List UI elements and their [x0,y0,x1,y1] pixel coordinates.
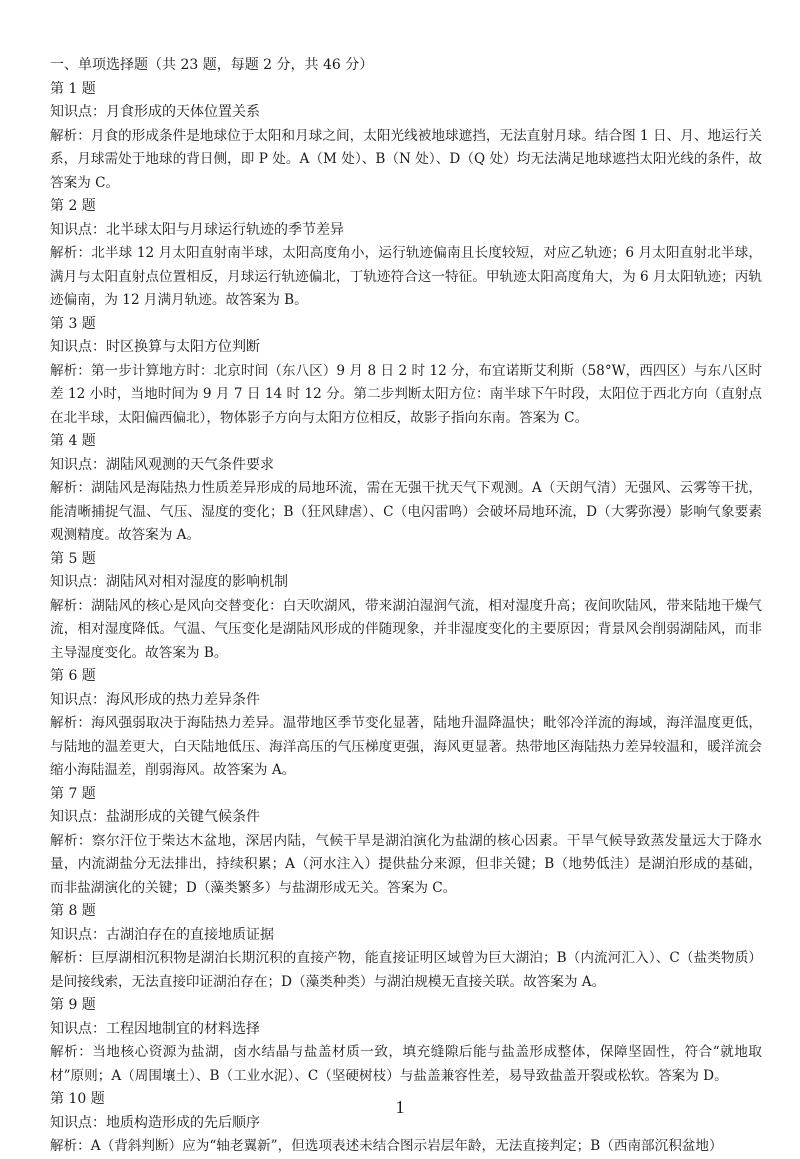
question-block [50,783,762,901]
knowledge-point: 知识点：盐湖形成的关键气候条件 [50,809,260,825]
question-number: 第 6 题 [50,668,96,684]
section-title: 一、单项选择题（共 23 题，每题 2 分，共 46 分） [50,57,374,73]
question-block [50,548,762,666]
question-number: 第 4 题 [50,433,96,449]
knowledge-point: 知识点：湖陆风观测的天气条件要求 [50,456,274,473]
question-block [50,195,762,313]
knowledge-point: 知识点：工程因地制宜的材料选择 [50,1020,260,1037]
knowledge-point: 知识点：古湖泊存在的直接地质证据 [50,926,274,943]
question-number: 第 7 题 [50,785,96,802]
question-number: 第 5 题 [50,550,96,567]
analysis-text: 解析：海风强弱取决于海陆热力差异。温带地区季节变化显著，陆地升温降温快；毗邻冷洋流的海域，海洋温度更低，与陆地的温差更大，白天陆地低压、海洋高压的气压梯度更强，海风更显著。热带地区海陆热力差异较温和，暖洋流会缩小海陆温差，削弱海风。故答案为 A。 [50,715,762,778]
page-number: 1 [395,1097,405,1117]
question-block [50,900,762,994]
question-block [50,313,762,431]
analysis-text: 解析：湖陆风是海陆热力性质差异形成的局地环流，需在无强干扰天气下观测。A（天朗气清）无强风、云雾等干扰，能清晰捕捉气温、气压、湿度的变化；B（狂风肆虐）、C（电闪雷鸣）会破坏局地环流，D（大雾弥漫）影响气象要素观测精度。故答案为 A。 [50,480,762,543]
analysis-text: 解析：A（背斜判断）应为“轴老翼新”，但选项表述未结合图示岩层年龄，无法直接判定；B（西南部沉积盆地） [50,1138,723,1154]
analysis-text: 解析：北半球 12 月太阳直射南半球，太阳高度角小，运行轨迹偏南且长度较短，对应乙轨迹；6 月太阳直射北半球，满月与太阳直射点位置相反，月球运行轨迹偏北，丁轨迹符合这一特征。甲轨迹太阳高度角大，为 6 月太阳轨迹；丙轨迹偏南，为 12 月满月轨迹。故答案为 B。 [50,245,762,308]
knowledge-point: 知识点：地质构造形成的先后顺序 [50,1114,260,1131]
question-number: 第 9 题 [50,997,96,1013]
document-body [50,54,762,1159]
question-number: 第 2 题 [50,198,96,214]
knowledge-point: 知识点：时区换算与太阳方位判断 [50,339,260,355]
knowledge-point: 知识点：湖陆风对相对湿度的影响机制 [50,574,288,590]
question-number: 第 8 题 [50,903,96,919]
question-number: 第 3 题 [50,315,96,332]
question-block [50,78,762,196]
question-block [50,430,762,548]
question-number: 第 10 题 [50,1091,105,1107]
knowledge-point: 知识点：北半球太阳与月球运行轨迹的季节差异 [50,221,344,238]
knowledge-point: 知识点：海风形成的热力差异条件 [50,691,260,708]
analysis-text: 解析：当地核心资源为盐湖，卤水结晶与盐盖材质一致，填充缝隙后能与盐盖形成整体，保障坚固性，符合“就地取材”原则；A（周围壤土）、B（工业水泥）、C（坚硬树枝）与盐盖兼容性差，易导致盐盖开裂或松软。答案为 D。 [50,1044,762,1084]
analysis-text: 解析：巨厚湖相沉积物是湖泊长期沉积的直接产物，能直接证明区域曾为巨大湖泊；B（内流河汇入）、C（盐类物质）是间接线索，无法直接印证湖泊存在；D（藻类种类）与湖泊规模无直接关联。故答案为 A。 [50,950,762,990]
question-block [50,665,762,783]
analysis-text: 解析：第一步计算地方时：北京时间（东八区）9 月 8 日 2 时 12 分，布宜诺斯艾利斯（58°W，西四区）与东八区时差 12 小时，当地时间为 9 月 7 日 14 时 12 分。第二步判断太阳方位：南半球下午时段，太阳位于西北方向（直射点在北半球，太阳偏西偏北），物体影子方向与太阳方位相反，故影子指向东南。答案为 C。 [50,362,762,426]
knowledge-point: 知识点：月食形成的天体位置关系 [50,104,260,120]
analysis-text: 解析：月食的形成条件是地球位于太阳和月球之间，太阳光线被地球遮挡，无法直射月球。结合图 1 日、月、地运行关系，月球需处于地球的背日侧，即 P 处。A（M 处）、B（N 处）、D（Q 处）均无法满足地球遮挡太阳光线的条件，故答案为 C。 [50,127,762,191]
analysis-text: 解析：湖陆风的核心是风向交替变化：白天吹湖风，带来湖泊湿润气流，相对湿度升高；夜间吹陆风，带来陆地干燥气流，相对湿度降低。气温、气压变化是湖陆风形成的伴随现象，并非湿度变化的主要原因；背景风会削弱湖陆风，而非主导湿度变化。故答案为 B。 [50,597,762,661]
analysis-text: 解析：察尔汗位于柴达木盆地，深居内陆，气候干旱是湖泊演化为盐湖的核心因素。干旱气候导致蒸发量远大于降水量，内流湖盐分无法排出，持续积累；A（河水注入）提供盐分来源，但非关键；B（地势低洼）是湖泊形成的基础，而非盐湖演化的关键；D（藻类繁多）与盐湖形成无关。答案为 C。 [50,832,762,896]
question-block [50,994,762,1088]
question-number: 第 1 题 [50,80,96,97]
